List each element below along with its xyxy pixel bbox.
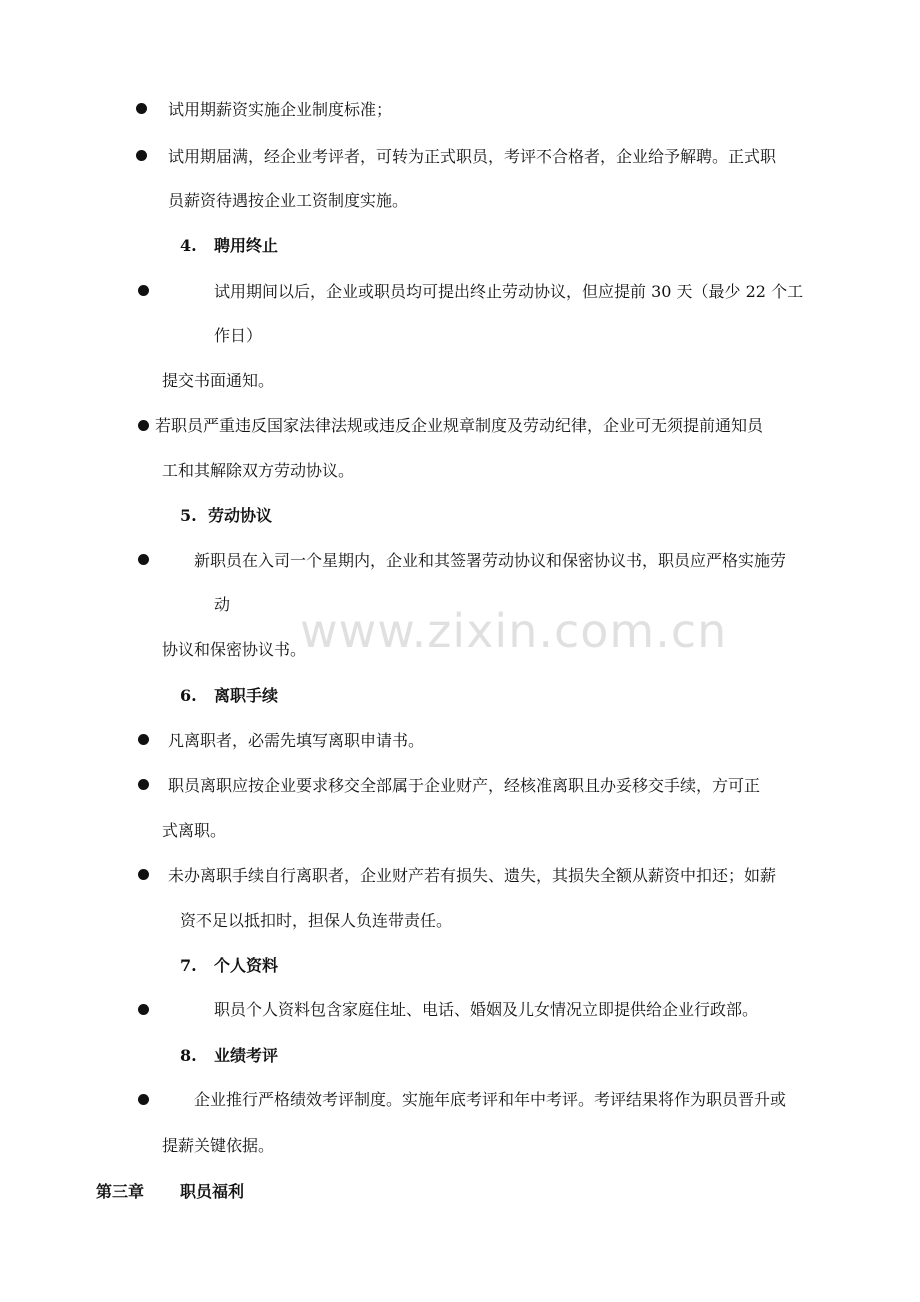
section-title: 聘用终止 bbox=[214, 236, 279, 255]
list-item-line-1: 未办离职手续自行离职者，企业财产若有损失、遗失，其损失全额从薪资中扣还；如薪 bbox=[168, 866, 777, 885]
chapter-heading bbox=[96, 1182, 244, 1202]
list-item-line-1: 新职员在入司一个星期内，企业和其签署劳动协议和保密协议书，职员应严格实施劳 bbox=[194, 551, 787, 570]
list-item-line-3: 协议和保密协议书。 bbox=[162, 640, 307, 659]
section-number: 4. bbox=[180, 236, 197, 255]
list-item: 凡离职者，必需先填写离职申请书。 bbox=[168, 731, 425, 750]
bullet-icon bbox=[138, 1094, 149, 1105]
section-heading bbox=[180, 686, 278, 706]
bullet-icon bbox=[136, 103, 147, 114]
section-number: 8. bbox=[180, 1046, 197, 1065]
list-item-line-1: 试用期间以后，企业或职员均可提出终止劳动协议，但应提前 30 天（最少 22 个工 bbox=[214, 282, 804, 301]
list-item-line-1: 试用期届满，经企业考评者，可转为正式职员，考评不合格者，企业给予解聘。正式职 bbox=[168, 147, 777, 166]
list-item-line-1: 企业推行严格绩效考评制度。实施年底考评和年中考评。考评结果将作为职员晋升或 bbox=[194, 1090, 787, 1109]
list-item-line-2: 作日） bbox=[214, 326, 263, 345]
list-item: 试用期薪资实施企业制度标准； bbox=[168, 100, 393, 119]
section-number: 6. bbox=[180, 686, 197, 705]
section-heading bbox=[180, 956, 278, 976]
section-number: 7. bbox=[180, 956, 197, 975]
section-title: 劳动协议 bbox=[208, 506, 273, 525]
section-title: 个人资料 bbox=[214, 956, 279, 975]
chapter-title: 职员福利 bbox=[180, 1182, 245, 1201]
chapter-label: 第三章 bbox=[96, 1182, 145, 1201]
list-item-line-1: 职员离职应按企业要求移交全部属于企业财产，经核准离职且办妥移交手续，方可正 bbox=[168, 776, 761, 795]
bullet-icon bbox=[138, 1004, 149, 1015]
section-heading bbox=[180, 1046, 278, 1066]
section-heading bbox=[180, 236, 278, 256]
bullet-icon bbox=[138, 554, 149, 565]
list-item-line-2: 式离职。 bbox=[162, 821, 227, 840]
section-number: 5. bbox=[180, 506, 197, 525]
section-title: 离职手续 bbox=[214, 686, 279, 705]
list-item-line-1: 若职员严重违反国家法律法规或违反企业规章制度及劳动纪律，企业可无须提前通知员 bbox=[155, 416, 764, 435]
list-item-line-2: 员薪资待遇按企业工资制度实施。 bbox=[168, 191, 409, 210]
section-heading bbox=[180, 506, 272, 526]
bullet-icon bbox=[138, 285, 149, 296]
watermark: www.zixin.com.cn bbox=[300, 604, 728, 658]
bullet-icon bbox=[138, 869, 149, 880]
list-item-line-2: 提薪关键依据。 bbox=[162, 1136, 275, 1155]
bullet-icon bbox=[138, 779, 149, 790]
list-item-line-2: 资不足以抵扣时，担保人负连带责任。 bbox=[180, 911, 453, 930]
list-item: 职员个人资料包含家庭住址、电话、婚姻及儿女情况立即提供给企业行政部。 bbox=[214, 1000, 759, 1019]
list-item-line-3: 提交书面通知。 bbox=[162, 371, 275, 390]
bullet-icon bbox=[138, 734, 149, 745]
bullet-icon bbox=[138, 420, 149, 431]
section-title: 业绩考评 bbox=[214, 1046, 279, 1065]
list-item-line-2: 工和其解除双方劳动协议。 bbox=[162, 461, 355, 480]
bullet-icon bbox=[136, 150, 147, 161]
list-item-line-2: 动 bbox=[214, 595, 231, 614]
